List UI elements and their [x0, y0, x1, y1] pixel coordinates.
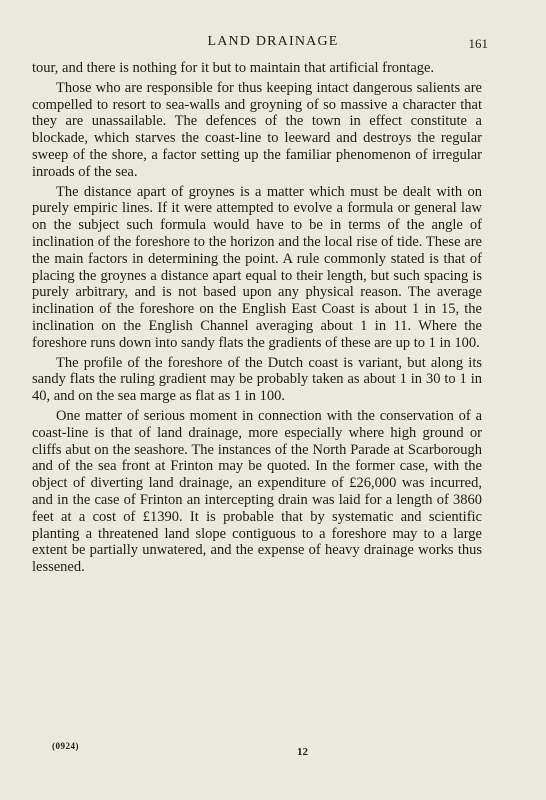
printer-mark: (0924) — [52, 741, 79, 751]
page-footer — [0, 732, 546, 758]
signature-mark: 12 — [297, 746, 308, 758]
paragraph-land-drainage: One matter of serious moment in connection with the conservation of a coast-line is that of land drainage, more especially where high ground or cliffs abut on the seashore. The instances of the North Parade at Scarborough and of the sea front at Frinton may be quoted. In the former case, with the object of diverting land drainage, an expenditure of £26,000 was incurred, and in the case of Frinton an intercepting drain was laid for a length of 3860 feet at a cost of £1390. It is probable that by systematic and scientific planting a threatened land slope contiguous to a foreshore may to a large extent be partially unwatered, and the expense of heavy drainage works thus lessened. — [32, 407, 482, 576]
paragraph-groyne-spacing: The distance apart of groynes is a matter which must be dealt with on purely empiric lines. If it were attempted to evolve a formula or general law on the subject such formula would have to be in terms of the angle of inclination of the foreshore to the horizon and the local rise of tide. These are the main factors in determining the point. A rule commonly stated is that of placing the groynes a distance apart equal to their length, but such spacing is purely arbitrary, and is not based upon any physical reason. The average inclination of the foreshore on the English East Coast is about 1 in 15, the inclination on the English Channel averaging about 1 in 11. Where the foreshore runs down into sandy flats the gradients of these are up to 1 in 100. — [32, 183, 482, 351]
page-number: 161 — [468, 36, 488, 51]
running-head: LAND DRAINAGE — [207, 34, 339, 49]
paragraph-continued: tour, and there is nothing for it but to maintain that artificial frontage. — [32, 60, 435, 76]
body-text — [32, 60, 482, 579]
page-header — [0, 34, 546, 54]
paragraph-sea-walls: Those who are responsible for thus keeping intact dangerous salients are compelled to resort to sea-walls and groyning of so massive a character that they are unassailable. The defences of the town in effect constitute a blockade, which starves the coast-line to leeward and destroys the regular sweep of the shore, a factor setting up the familiar phenomenon of irregular inroads of the sea. — [32, 79, 482, 180]
paragraph-dutch-coast: The profile of the foreshore of the Dutch coast is variant, but along its sandy flats the ruling gradient may be probably taken as about 1 in 30 to 1 in 40, and on the sea marge as flat as 1 in 100. — [32, 354, 482, 405]
